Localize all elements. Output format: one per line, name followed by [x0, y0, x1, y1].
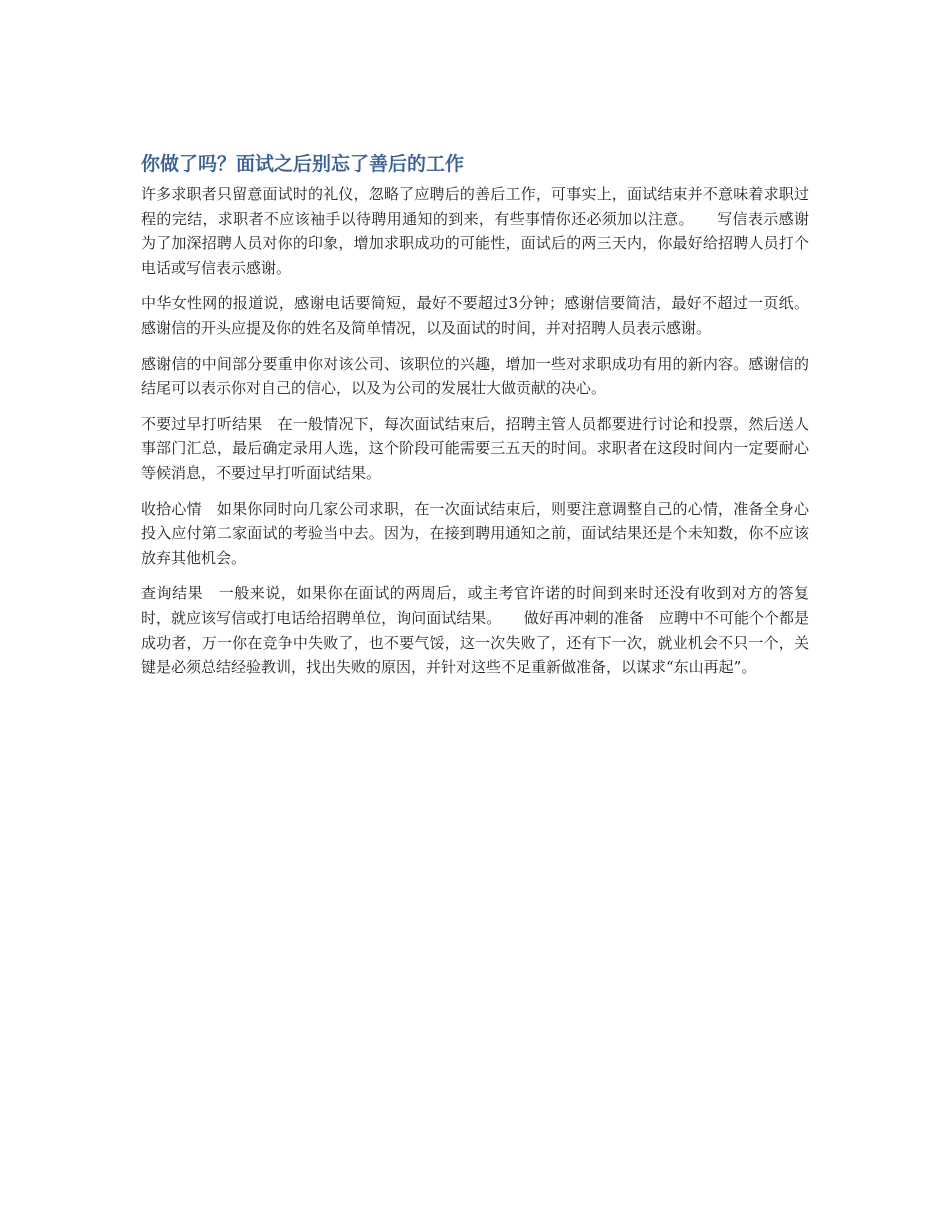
paragraph: 查询结果 一般来说，如果你在面试的两周后，或主考官许诺的时间到来时还没有收到对方的答复时，就应该写信或打电话给招聘单位，询问面试结果。 做好再冲刺的准备 应聘中不可能个个都是成功者，万一你在竞争中失败了，也不要气馁，这一次失败了，还有下一次，就业机会不只一个，关键是必须总结经验教训，找出失败的原因，并针对这些不足重新做准备，以谋求“东山再起”。	[141, 584, 809, 677]
paragraph: 不要过早打听结果 在一般情况下，每次面试结束后，招聘主管人员都要进行讨论和投票，然后送人事部门汇总，最后确定录用人选，这个阶段可能需要三五天的时间。求职者在这段时间内一定要耐心等候消息，不要过早打听面试结果。	[141, 414, 809, 482]
paragraph: 收拾心情 如果你同时向几家公司求职，在一次面试结束后，则要注意调整自己的心情，准备全身心投入应付第二家面试的考验当中去。因为，在接到聘用通知之前，面试结果还是个未知数，你不应该放弃其他机会。	[141, 499, 809, 567]
paragraph: 感谢信的中间部分要重申你对该公司、该职位的兴趣，增加一些对求职成功有用的新内容。感谢信的结尾可以表示你对自己的信心，以及为公司的发展壮大做贡献的决心。	[141, 354, 809, 398]
paragraph: 中华女性网的报道说，感谢电话要简短，最好不要超过3分钟；感谢信要简洁，最好不超过一页纸。感谢信的开头应提及你的姓名及简单情况，以及面试的时间，并对招聘人员表示感谢。	[141, 294, 809, 337]
document-title: 你做了吗？面试之后别忘了善后的工作	[141, 153, 465, 175]
paragraph: 许多求职者只留意面试时的礼仪，忽略了应聘后的善后工作，可事实上，面试结束并不意味着求职过程的完结，求职者不应该袖手以待聘用通知的到来，有些事情你还必须加以注意。 写信表示感谢 为了加深招聘人员对你的印象，增加求职成功的可能性，面试后的两三天内，你最好给招聘人员打个电话或写信表示感谢。	[141, 185, 825, 277]
document-body	[141, 150, 825, 691]
